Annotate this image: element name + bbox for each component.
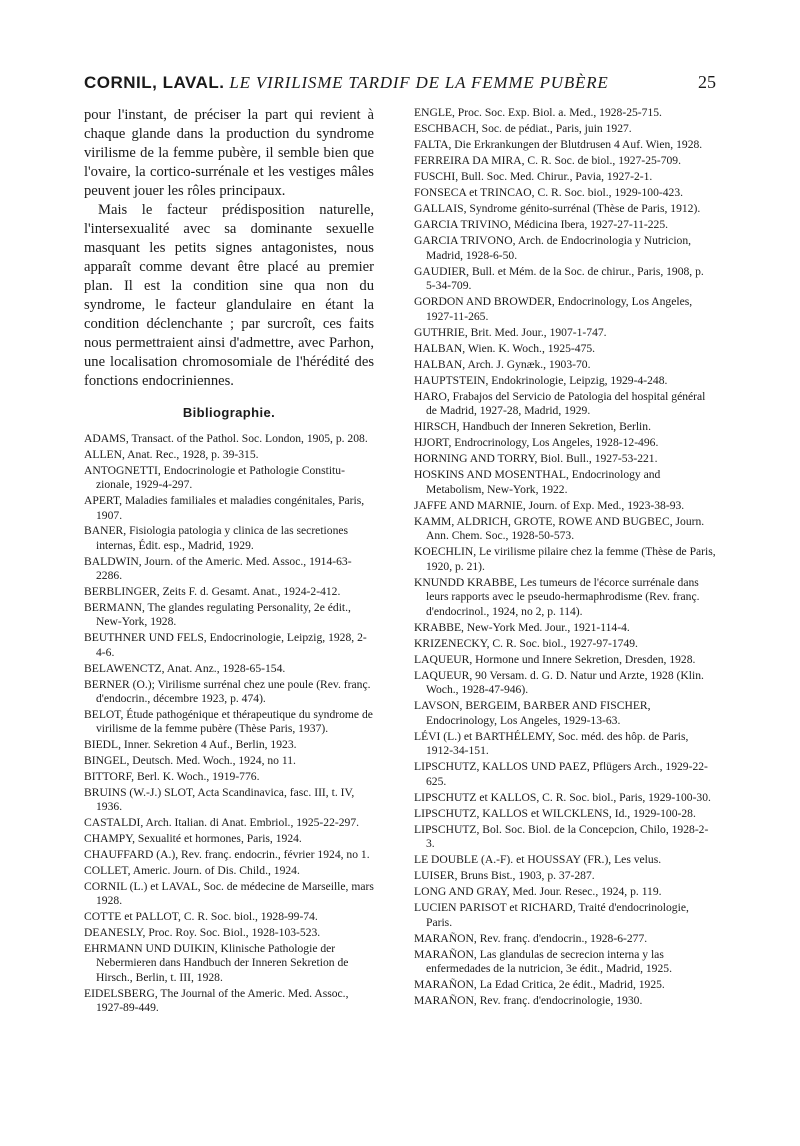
bibliography-entry: COTTE et PALLOT, C. R. Soc. biol., 1928-99-74. bbox=[84, 910, 318, 924]
bibliography-entry: BALDWIN, Journ. of the Americ. Med. Assoc., 1914-63-2286. bbox=[84, 554, 352, 583]
bibliography-entry: ANTOGNETTI, Endocrinologie et Pathologie Constitu-zionale, 1929-4-297. bbox=[84, 463, 345, 492]
paragraph: Mais le facteur prédisposition naturelle, l'intersexualité avec sa dominante sexuelle masquant les petits signes antagonistes, nous apparaît comme devant être placé au premier plan. Il est la condition sine qua non du syndrome, le facteur glandulaire en étant la condition déclenchante ; par surcroît, ces faits nous permettraient ainsi d'admettre, avec Parhon, une localisation chromosomiale de l'hérédité des fonctions endocriniennes. bbox=[84, 202, 374, 389]
bibliography-entry: BERMANN, The glandes regulating Personality, 2e édit., New-York, 1928. bbox=[84, 600, 351, 629]
bibliography-entry: EIDELSBERG, The Journal of the Americ. Med. Assoc., 1927-89-449. bbox=[84, 986, 349, 1015]
bibliography-entry: EHRMANN UND DUIKIN, Klinische Pathologie der Nebermieren dans Handbuch der Inneren Sekretion de Hirsch., Berlin, t. III, 1928. bbox=[84, 941, 349, 984]
bibliography-entry: BELOT, Étude pathogénique et thérapeutique du syndrome de virilisme de la femme pubère (Thèse Paris, 1937). bbox=[84, 707, 373, 736]
bibliography-entry: LONG AND GRAY, Med. Jour. Resec., 1924, p. 119. bbox=[414, 885, 662, 898]
bibliography-entry: BELAWENCTZ, Anat. Anz., 1928-65-154. bbox=[84, 661, 286, 675]
bibliography-entry: BRUINS (W.-J.) SLOT, Acta Scandinavica, fasc. III, t. IV, 1936. bbox=[84, 785, 355, 814]
running-head-title: LE VIRILISME TARDIF DE LA FEMME PUBÈRE bbox=[229, 73, 609, 92]
bibliography-entry: HORNING AND TORRY, Biol. Bull., 1927-53-221. bbox=[414, 452, 658, 465]
bibliography-entry: HJORT, Endrocrinology, Los Angeles, 1928-12-496. bbox=[414, 436, 659, 449]
bibliography-entry: CORNIL (L.) et LAVAL, Soc. de médecine de Marseille, mars 1928. bbox=[84, 879, 374, 908]
bibliography-entry: ADAMS, Transact. of the Pathol. Soc. London, 1905, p. 208. bbox=[84, 432, 368, 445]
bibliography-entry: LAVSON, BERGEIM, BARBER AND FISCHER, Endocrinology, Los Angeles, 1929-13-63. bbox=[414, 699, 651, 727]
bibliography-entry: KOECHLIN, Le virilisme pilaire chez la femme (Thèse de Paris, 1920, p. 21). bbox=[414, 545, 716, 573]
bibliography-entry: LIPSCHUTZ et KALLOS, C. R. Soc. biol., Paris, 1929-100-30. bbox=[414, 790, 711, 804]
bibliography-entry: BIEDL, Inner. Sekretion 4 Auf., Berlin, 1923. bbox=[84, 738, 297, 752]
bibliography-entry: MARAÑON, Rev. franç. d'endocrin., 1928-6-277. bbox=[414, 931, 648, 945]
bibliography-entry: HOSKINS AND MOSENTHAL, Endocrinology and Metabolism, New-York, 1922. bbox=[414, 468, 661, 496]
bibliography-entry: HARO, Frabajos del Servicio de Patologia del hospital général de Madrid, 1927-28, Madrid, 1929. bbox=[414, 389, 706, 417]
bibliography-list-left bbox=[84, 432, 374, 1015]
bibliography-entry: MARAÑON, La Edad Critica, 2e édit., Madrid, 1925. bbox=[414, 978, 665, 991]
paragraph: pour l'instant, de préciser la part qui revient à chaque glande dans la production du syndrome virilisme de la femme pubère, il semble bien que l'ovaire, la cortico-surrénale et les vestiges mâles peuvent jouer les rôles principaux. bbox=[84, 107, 374, 199]
bibliography-entry: CASTALDI, Arch. Italian. di Anat. Embriol., 1925-22-297. bbox=[84, 816, 360, 830]
bibliography-entry: FUSCHI, Bull. Soc. Med. Chirur., Pavia, 1927-2-1. bbox=[414, 170, 653, 183]
bibliography-entry: KRABBE, New-York Med. Jour., 1921-114-4. bbox=[414, 620, 630, 634]
bibliography-entry: GUTHRIE, Brit. Med. Jour., 1907-1-747. bbox=[414, 325, 607, 339]
running-head-authors: CORNIL, LAVAL. bbox=[84, 73, 225, 92]
bibliography-entry: LUCIEN PARISOT et RICHARD, Traité d'endocrinologie, Paris. bbox=[414, 901, 689, 929]
bibliography-entry: DEANESLY, Proc. Roy. Soc. Biol., 1928-103-523. bbox=[84, 926, 321, 939]
left-column bbox=[84, 106, 374, 1017]
bibliography-entry: LUISER, Bruns Bist., 1903, p. 37-287. bbox=[414, 869, 595, 882]
bibliography-entry: HIRSCH, Handbuch der Inneren Sekretion, Berlin. bbox=[414, 420, 651, 433]
bibliography-list-right bbox=[414, 106, 716, 1009]
bibliography-entry: BERBLINGER, Zeits F. d. Gesamt. Anat., 1924-2-412. bbox=[84, 585, 341, 599]
bibliography-entry: GAUDIER, Bull. et Mém. de la Soc. de chirur., Paris, 1908, p. 5-34-709. bbox=[414, 264, 704, 292]
bibliography-entry: GORDON AND BROWDER, Endocrinology, Los Angeles, 1927-11-265. bbox=[414, 295, 693, 323]
bibliography-entry: ESCHBACH, Soc. de pédiat., Paris, juin 1927. bbox=[414, 122, 632, 135]
bibliography-entry: LIPSCHUTZ, KALLOS et WILCKLENS, Id., 1929-100-28. bbox=[414, 806, 696, 820]
bibliography-entry: BEUTHNER UND FELS, Endocrinologie, Leipzig, 1928, 2-4-6. bbox=[84, 631, 367, 659]
running-head bbox=[84, 72, 716, 96]
bibliography-entry: GARCIA TRIVINO, Médicina Ibera, 1927-27-11-225. bbox=[414, 218, 669, 231]
bibliography-entry: GARCIA TRIVONO, Arch. de Endocrinologia y Nutricion, Madrid, 1928-6-50. bbox=[414, 234, 692, 262]
bibliography-entry: HAUPTSTEIN, Endokrinologie, Leipzig, 1929-4-248. bbox=[414, 373, 668, 387]
bibliography-entry: LIPSCHUTZ, KALLOS UND PAEZ, Pflügers Arch., 1929-22-625. bbox=[414, 760, 708, 788]
bibliography-entry: BINGEL, Deutsch. Med. Woch., 1924, no 11. bbox=[84, 754, 296, 768]
bibliography-entry: ENGLE, Proc. Soc. Exp. Biol. a. Med., 1928-25-715. bbox=[414, 106, 662, 119]
body-text bbox=[84, 106, 374, 391]
right-column bbox=[414, 106, 716, 1010]
bibliography-entry: LIPSCHUTZ, Bol. Soc. Biol. de la Concepcion, Chilo, 1928-2-3. bbox=[414, 822, 709, 850]
bibliography-entry: BITTORF, Berl. K. Woch., 1919-776. bbox=[84, 769, 260, 783]
bibliography-entry: BERNER (O.); Virilisme surrénal chez une poule (Rev. franç. d'endocrin., décembre 1923, p. 474). bbox=[84, 677, 371, 705]
bibliography-entry: APERT, Maladies familiales et maladies congénitales, Paris, 1907. bbox=[84, 494, 365, 522]
bibliography-entry: CHAMPY, Sexualité et hormones, Paris, 1924. bbox=[84, 832, 302, 846]
bibliography-entry: ALLEN, Anat. Rec., 1928, p. 39-315. bbox=[84, 447, 259, 461]
bibliography-entry: MARAÑON, Las glandulas de secrecion interna y las enfermedades de la nutricion, 3e édit., Madrid, 1925. bbox=[414, 947, 672, 975]
bibliography-entry: CHAUFFARD (A.), Rev. franç. endocrin., février 1924, no 1. bbox=[84, 847, 370, 861]
bibliography-entry: HALBAN, Wien. K. Woch., 1925-475. bbox=[414, 341, 596, 355]
bibliography-entry: LE DOUBLE (A.-F). et HOUSSAY (FR.), Les velus. bbox=[414, 853, 662, 866]
bibliography-entry: FERREIRA DA MIRA, C. R. Soc. de biol., 1927-25-709. bbox=[414, 154, 681, 167]
bibliography-entry: HALBAN, Arch. J. Gynæk., 1903-70. bbox=[414, 357, 591, 371]
bibliography-entry: GALLAIS, Syndrome génito-surrénal (Thèse de Paris, 1912). bbox=[414, 202, 701, 215]
bibliography-entry: FALTA, Die Erkrankungen der Blutdrusen 4 Auf. Wien, 1928. bbox=[414, 138, 703, 151]
bibliography-entry: BANER, Fisiologia patologia y clinica de las secretiones internas, Édit. esp., Madrid, 1929. bbox=[84, 524, 349, 552]
bibliography-entry: LÉVI (L.) et BARTHÉLEMY, Soc. méd. des hôp. de Paris, 1912-34-151. bbox=[414, 729, 689, 757]
bibliography-entry: KRIZENECKY, C. R. Soc. biol., 1927-97-1749. bbox=[414, 636, 638, 650]
bibliography-entry: KNUNDD KRABBE, Les tumeurs de l'écorce surrénale dans leurs rapports avec le pseudo-hermaphrodisme (Rev. franç. d'endocrinol., 1924, no 2, p. 114). bbox=[414, 575, 700, 618]
bibliography-heading: Bibliographie. bbox=[182, 405, 276, 420]
bibliography-entry: COLLET, Americ. Journ. of Dis. Child., 1924. bbox=[84, 863, 300, 877]
bibliography-entry: KAMM, ALDRICH, GROTE, ROWE AND BUGBEC, Journ. Ann. Chem. Soc., 1928-50-573. bbox=[414, 514, 705, 542]
bibliography-entry: MARAÑON, Rev. franç. d'endocrinologie, 1930. bbox=[414, 994, 643, 1007]
bibliography-entry: LAQUEUR, 90 Versam. d. G. D. Natur und Arzte, 1928 (Klin. Woch., 1928-47-946). bbox=[414, 668, 704, 696]
running-head-text bbox=[84, 72, 609, 94]
bibliography-entry: JAFFE AND MARNIE, Journ. of Exp. Med., 1923-38-93. bbox=[414, 498, 685, 512]
bibliography-entry: FONSECA et TRINCAO, C. R. Soc. biol., 1929-100-423. bbox=[414, 186, 684, 199]
page-number: 25 bbox=[698, 72, 716, 92]
bibliography-entry: LAQUEUR, Hormone und Innere Sekretion, Dresden, 1928. bbox=[414, 652, 696, 666]
